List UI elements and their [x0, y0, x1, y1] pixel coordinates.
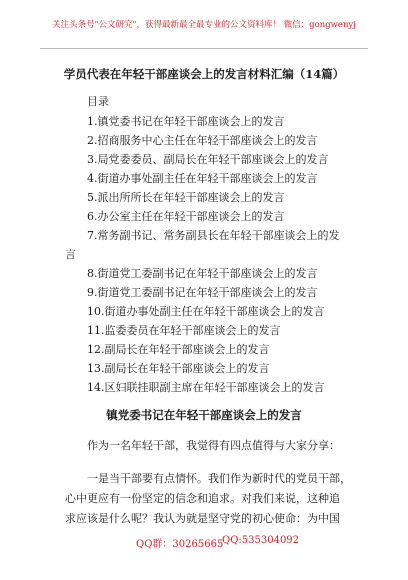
toc-item: 9.街道党工委副书记在年轻干部座谈会上的发言 — [87, 286, 318, 299]
toc-item: 14.区妇联挂职副主席在年轻干部座谈会上的发言 — [87, 381, 325, 394]
promo-banner: 关注头条号"公文研究"，获得最新最全最专业的公文资料库！ 微信：gongwenyj — [52, 20, 356, 30]
toc-item: 3.局党委委员、副局长在年轻干部座谈会上的发言 — [87, 153, 329, 166]
toc-item: 13.副局长在年轻干部座谈会上的发言 — [87, 362, 270, 375]
toc-item: 2.招商服务中心主任在年轻干部座谈会上的发言 — [87, 134, 318, 147]
toc-item: 8.街道党工委副书记在年轻干部座谈会上的发言 — [87, 267, 318, 280]
toc-item: 1.镇党委书记在年轻干部座谈会上的发言 — [87, 115, 285, 128]
toc-item: 5.派出所所长在年轻干部座谈会上的发言 — [87, 191, 285, 204]
header-divider — [40, 48, 368, 49]
toc-item-continuation: 言 — [65, 248, 76, 261]
toc-item: 4.街道办事处副主任在年轻干部座谈会上的发言 — [87, 172, 318, 185]
toc-item: 12.副局长在年轻干部座谈会上的发言 — [87, 343, 270, 356]
section-title: 镇党委书记在年轻干部座谈会上的发言 — [106, 408, 302, 422]
document-title: 学员代表在年轻干部座谈会上的发言材料汇编（14篇） — [63, 67, 345, 81]
toc-item: 6.办公室主任在年轻干部座谈会上的发言 — [87, 210, 285, 223]
body-paragraph-line: 求应该是什么呢？我认为就是坚守党的初心使命：为中国 — [65, 512, 340, 525]
toc-item: 11.监委委员在年轻干部座谈会上的发言 — [87, 324, 281, 337]
toc-item: 7.常务副书记、常务副县长在年轻干部座谈会上的发 — [87, 229, 340, 242]
toc-heading: 目录 — [87, 95, 109, 108]
footer-qq-group: QQ群：30265665 — [136, 539, 224, 550]
body-paragraph: 一是当干部要有点情怀。我们作为新时代的党员干部， — [87, 472, 351, 485]
toc-item: 10.街道办事处副主任在年轻干部座谈会上的发言 — [87, 305, 325, 318]
body-paragraph: 作为一名年轻干部，我觉得有四点值得与大家分享： — [87, 439, 340, 452]
footer-qq-contact: QQ:535304092 — [222, 535, 300, 546]
body-paragraph-line: 心中更应有一份坚定的信念和追求。对我们来说，这种追 — [65, 492, 340, 505]
